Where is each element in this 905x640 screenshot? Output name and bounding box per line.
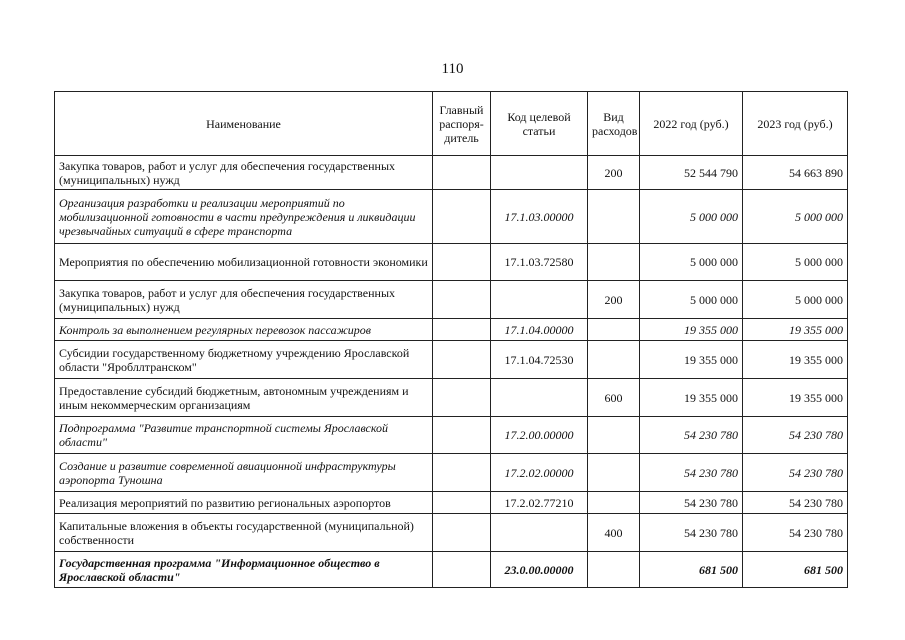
row-vid: [588, 341, 640, 379]
row-2022: 5 000 000: [640, 190, 743, 244]
row-grbs: [433, 552, 491, 588]
row-2023: 54 230 780: [743, 417, 848, 454]
row-vid: [588, 190, 640, 244]
row-grbs: [433, 492, 491, 514]
row-2023: 5 000 000: [743, 190, 848, 244]
row-name: Закупка товаров, работ и услуг для обеспечения государственных (муниципальных) нужд: [55, 156, 433, 190]
row-vid: [588, 492, 640, 514]
header-row: [55, 92, 848, 156]
row-code: 17.2.02.00000: [491, 454, 588, 492]
table-row: [55, 514, 848, 552]
row-2023: 19 355 000: [743, 319, 848, 341]
row-code: 17.1.03.72580: [491, 244, 588, 281]
row-2023: 5 000 000: [743, 281, 848, 319]
row-grbs: [433, 281, 491, 319]
row-vid: [588, 454, 640, 492]
budget-table: [54, 91, 848, 588]
row-2022: 52 544 790: [640, 156, 743, 190]
row-vid: 200: [588, 281, 640, 319]
row-code: 17.1.04.72530: [491, 341, 588, 379]
row-2022: 54 230 780: [640, 514, 743, 552]
row-name: Организация разработки и реализации мероприятий по мобилизационной готовности в части предупреждения и ликвидации чрезвычайных ситуаций в сфере транспорта: [55, 190, 433, 244]
row-name: Предоставление субсидий бюджетным, автономным учреждениям и иным некоммерческим организациям: [55, 379, 433, 417]
row-vid: [588, 244, 640, 281]
row-2023: 54 230 780: [743, 492, 848, 514]
table-row: [55, 379, 848, 417]
row-code: 17.1.03.00000: [491, 190, 588, 244]
row-2022: 54 230 780: [640, 454, 743, 492]
row-2023: 54 663 890: [743, 156, 848, 190]
row-code: 17.1.04.00000: [491, 319, 588, 341]
row-2023: 681 500: [743, 552, 848, 588]
row-name: Государственная программа "Информационное общество в Ярославской области": [55, 552, 433, 588]
header-vid: Вид расходов: [588, 92, 640, 156]
row-name: Субсидии государственному бюджетному учреждению Ярославской области "Яробллтранском": [55, 341, 433, 379]
row-code: [491, 281, 588, 319]
table-row: [55, 417, 848, 454]
row-code: 23.0.00.00000: [491, 552, 588, 588]
row-2022: 681 500: [640, 552, 743, 588]
row-2023: 19 355 000: [743, 341, 848, 379]
row-2023: 5 000 000: [743, 244, 848, 281]
header-2022: 2022 год (руб.): [640, 92, 743, 156]
table-row: [55, 552, 848, 588]
row-vid: 400: [588, 514, 640, 552]
row-code: 17.2.02.77210: [491, 492, 588, 514]
row-grbs: [433, 417, 491, 454]
header-2023: 2023 год (руб.): [743, 92, 848, 156]
row-2023: 54 230 780: [743, 454, 848, 492]
row-2022: 5 000 000: [640, 244, 743, 281]
row-name: Капитальные вложения в объекты государственной (муниципальной) собственности: [55, 514, 433, 552]
table-row: [55, 341, 848, 379]
row-2022: 54 230 780: [640, 492, 743, 514]
table-row: [55, 244, 848, 281]
row-vid: [588, 319, 640, 341]
row-code: 17.2.00.00000: [491, 417, 588, 454]
table-row: [55, 492, 848, 514]
row-grbs: [433, 156, 491, 190]
row-2022: 19 355 000: [640, 319, 743, 341]
row-name: Создание и развитие современной авиационной инфраструктуры аэропорта Туношна: [55, 454, 433, 492]
table-row: [55, 190, 848, 244]
table-row: [55, 319, 848, 341]
table-row: [55, 454, 848, 492]
header-grbs: Главный распоря-дитель: [433, 92, 491, 156]
row-name: Закупка товаров, работ и услуг для обеспечения государственных (муниципальных) нужд: [55, 281, 433, 319]
row-grbs: [433, 341, 491, 379]
row-2022: 54 230 780: [640, 417, 743, 454]
row-grbs: [433, 244, 491, 281]
row-code: [491, 514, 588, 552]
header-code: Код целевой статьи: [491, 92, 588, 156]
row-2022: 19 355 000: [640, 341, 743, 379]
row-code: [491, 379, 588, 417]
row-grbs: [433, 454, 491, 492]
row-2022: 5 000 000: [640, 281, 743, 319]
table-row: [55, 156, 848, 190]
row-grbs: [433, 190, 491, 244]
row-vid: [588, 552, 640, 588]
row-grbs: [433, 379, 491, 417]
row-grbs: [433, 319, 491, 341]
row-2022: 19 355 000: [640, 379, 743, 417]
row-name: Подпрограмма "Развитие транспортной системы Ярославской области": [55, 417, 433, 454]
table-row: [55, 281, 848, 319]
row-2023: 19 355 000: [743, 379, 848, 417]
row-2023: 54 230 780: [743, 514, 848, 552]
header-name: Наименование: [55, 92, 433, 156]
row-name: Реализация мероприятий по развитию региональных аэропортов: [55, 492, 433, 514]
row-vid: 600: [588, 379, 640, 417]
row-grbs: [433, 514, 491, 552]
row-name: Мероприятия по обеспечению мобилизационной готовности экономики: [55, 244, 433, 281]
page-number: 110: [441, 61, 464, 77]
row-name: Контроль за выполнением регулярных перевозок пассажиров: [55, 319, 433, 341]
row-code: [491, 156, 588, 190]
row-vid: 200: [588, 156, 640, 190]
row-vid: [588, 417, 640, 454]
